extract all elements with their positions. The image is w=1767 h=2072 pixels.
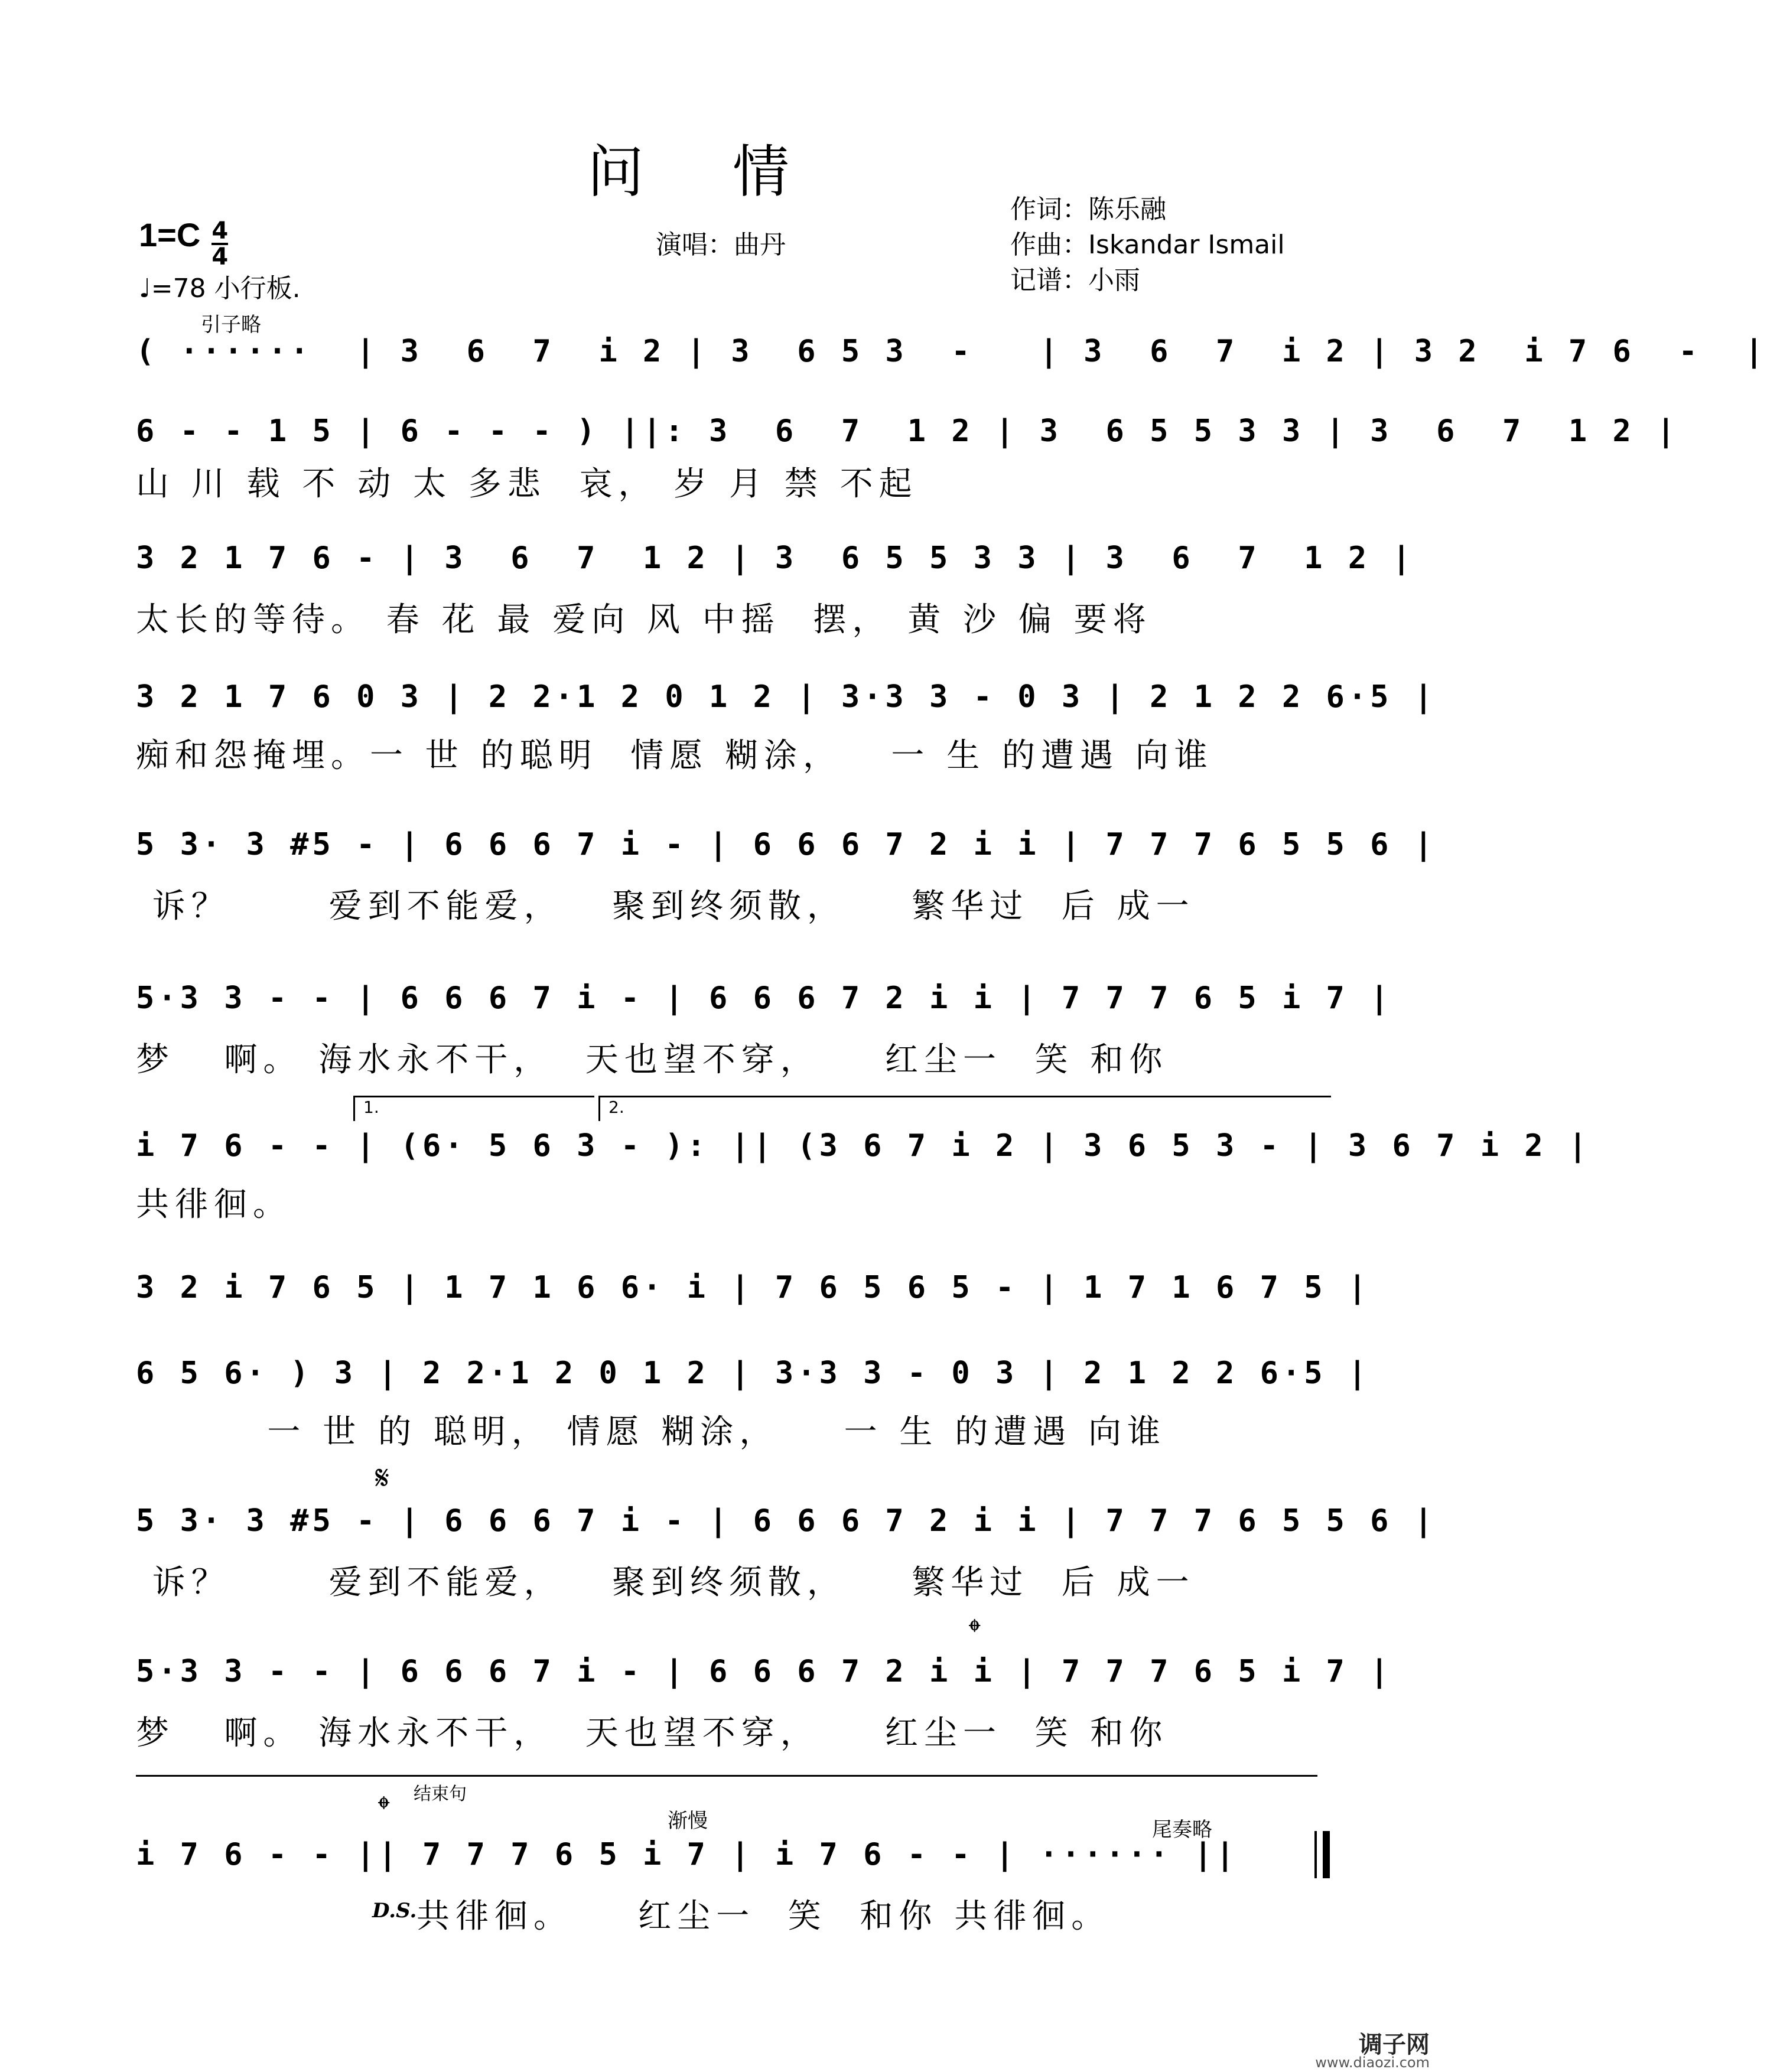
notation-row-7: [136, 1128, 1591, 1181]
rit-marking: 渐慢: [668, 1809, 708, 1833]
watermark-url: www.diaozi.com: [1315, 2054, 1430, 2071]
notation-row-9: [136, 1356, 1371, 1409]
row-notes: 6 - - 1 5 | 6 - - - ) ||: 3 6 7 1 2 | 3 6 5 5 3 3 | 3 6 7 1 2 |: [136, 413, 1679, 449]
lyric-row-2: 山 川 载 不 动 太 多悲 哀， 岁 月 禁 不起: [136, 465, 918, 503]
notation-row-11: [136, 1654, 1392, 1707]
lyric-row-9: 一 世 的 聪明， 情愿 糊涂， 一 生 的遭遇 向谁: [136, 1413, 1167, 1451]
notation-row-4: [136, 679, 1437, 732]
row-notes: ( ······ | 3 6 7 i 2 | 3 6 5 3 - | 3 6 7 i 2 | 3 2 i 7 6 - |: [136, 334, 1767, 369]
coda-icon: 𝄌: [969, 1612, 981, 1651]
key-label: 1=C: [139, 216, 201, 253]
intro-omitted-note: 引子略: [201, 313, 261, 337]
time-signature: [211, 219, 228, 269]
notation-row-1: [136, 334, 1767, 387]
key-signature: [139, 216, 228, 269]
lyric-row-11: 梦 啊。 海水永不干， 天也望不穿， 红尘一 笑 和你: [136, 1714, 1169, 1752]
lyric-row-7: 共徘徊。: [136, 1185, 292, 1224]
volta-bracket-1: [353, 1096, 594, 1121]
row-notes: i 7 6 - - || 7 7 7 6 5 i 7 | i 7 6 - - | ······ ||: [136, 1837, 1238, 1872]
segno-icon: 𝄋: [375, 1459, 390, 1497]
row-notes: 5·3 3 - - | 6 6 6 7 i - | 6 6 6 7 2 i i | 7 7 7 6 5 i 7 |: [136, 980, 1392, 1016]
notation-row-5: [136, 827, 1437, 880]
notation-row-10: [136, 1503, 1437, 1556]
page-title: 问情: [587, 139, 878, 205]
row-notes: 5·3 3 - - | 6 6 6 7 i - | 6 6 6 7 2 i i | 7 7 7 6 5 i 7 |: [136, 1654, 1392, 1689]
row-notes: 5 3· 3 #5 - | 6 6 6 7 i - | 6 6 6 7 2 i i | 7 7 7 6 5 5 6 |: [136, 827, 1437, 862]
time-signature-bottom: 4: [211, 243, 229, 271]
lyric-row-4: 痴和怨掩埋。一 世 的聪明 情愿 糊涂， 一 生 的遭遇 向谁: [136, 737, 1213, 775]
lyric-row-3: 太长的等待。 春 花 最 爱向 风 中摇 摆， 黄 沙 偏 要将: [136, 601, 1152, 639]
lyricist-credit: 作词：陈乐融: [1010, 194, 1166, 224]
volta-2-label: 2.: [608, 1097, 624, 1117]
lyric-row-5: 诉？ 爱到不能爱， 聚到终须散， 繁华过 后 成一: [136, 887, 1195, 926]
row-notes: 5 3· 3 #5 - | 6 6 6 7 i - | 6 6 6 7 2 i i | 7 7 7 6 5 5 6 |: [136, 1503, 1437, 1539]
row-notes: 3 2 i 7 6 5 | 1 7 1 6 6· i | 7 6 5 6 5 - | 1 7 1 6 7 5 |: [136, 1270, 1371, 1305]
tempo-marking: ♩=78 小行板.: [139, 273, 301, 304]
volta-bracket-2: [598, 1096, 1331, 1121]
coda-icon-ending: 𝄌: [378, 1790, 390, 1828]
lyric-row-12: 共徘徊。 红尘一 笑 和你 共徘徊。: [416, 1897, 1111, 1936]
lyric-row-6: 梦 啊。 海水永不干， 天也望不穿， 红尘一 笑 和你: [136, 1041, 1169, 1079]
transcriber-credit: 记谱：小雨: [1010, 265, 1140, 295]
row-notes: 3 2 1 7 6 - | 3 6 7 1 2 | 3 6 5 5 3 3 | 3 6 7 1 2 |: [136, 540, 1414, 576]
watermark-site-name: 调子网: [1359, 2031, 1430, 2058]
ds-marking: D.S.: [372, 1899, 417, 1923]
notation-row-3: [136, 540, 1414, 594]
volta-1-label: 1.: [363, 1097, 379, 1117]
row-notes: 6 5 6· ) 3 | 2 2·1 2 0 1 2 | 3·3 3 - 0 3 | 2 1 2 2 6·5 |: [136, 1356, 1371, 1391]
notation-row-8: [136, 1270, 1371, 1323]
outro-omitted-note: 尾奏略: [1152, 1818, 1212, 1842]
lyric-row-10: 诉？ 爱到不能爱， 聚到终须散， 繁华过 后 成一: [136, 1563, 1195, 1602]
row-notes: i 7 6 - - | (6· 5 6 3 - ): || (3 6 7 i 2 | 3 6 5 3 - | 3 6 7 i 2 |: [136, 1128, 1591, 1164]
singer-credit: 演唱：曲丹: [656, 230, 786, 260]
notation-row-12: [136, 1837, 1329, 1890]
ending-bracket: [136, 1775, 1317, 1794]
row-notes: 3 2 1 7 6 0 3 | 2 2·1 2 0 1 2 | 3·3 3 - 0 3 | 2 1 2 2 6·5 |: [136, 679, 1437, 715]
composer-credit: 作曲：Iskandar Ismail: [1010, 230, 1285, 260]
final-barline: [1314, 1831, 1330, 1878]
ending-phrase-label: 结束句: [414, 1784, 467, 1804]
notation-row-6: [136, 980, 1392, 1034]
time-signature-top: 4: [211, 217, 229, 245]
